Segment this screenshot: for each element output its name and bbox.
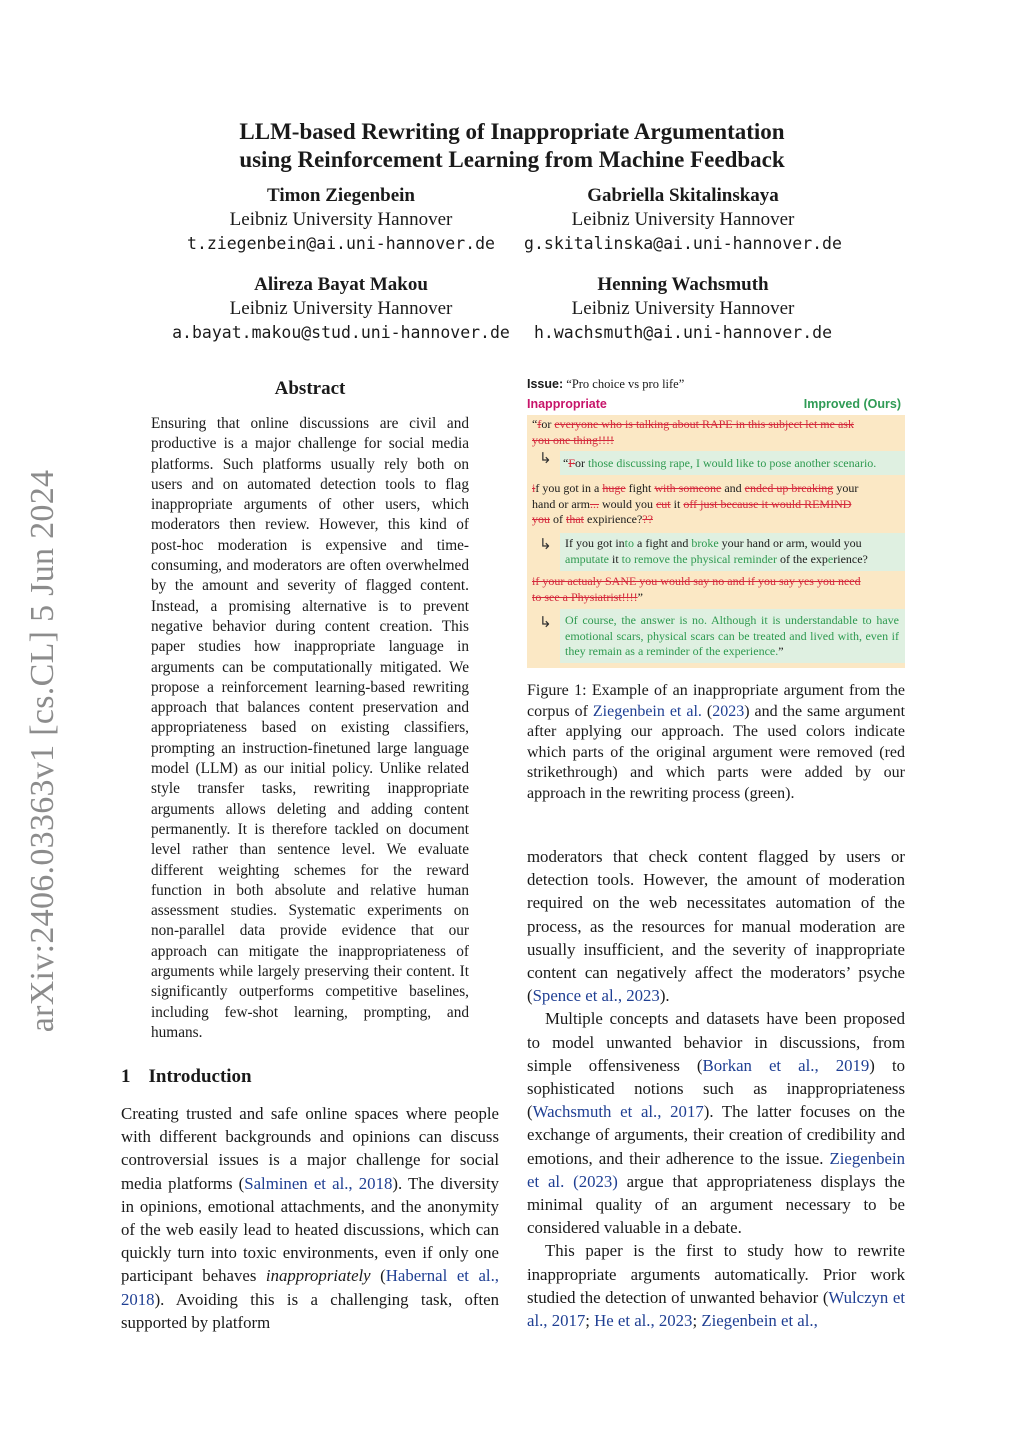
arxiv-identifier: arXiv:2406.03363v1 [cs.CL] 5 Jun 2024 <box>24 469 61 1033</box>
author-email[interactable]: t.ziegenbein@ai.uni-hannover.de <box>187 234 495 253</box>
improved-segment-1: “For those discussing rape, I would like to pose another scenario. <box>563 456 877 470</box>
author-email[interactable]: a.bayat.makou@stud.uni-hannover.de <box>172 323 510 342</box>
figure-1 <box>527 377 905 668</box>
citation-link[interactable]: Ziegenbein et al., <box>701 1311 818 1331</box>
author-email[interactable]: g.skitalinska@ai.uni-hannover.de <box>524 234 842 253</box>
citation-link[interactable]: 2023 <box>712 702 745 720</box>
rewrite-arrow-icon: ↳ <box>539 613 552 631</box>
paper-title-line-2: using Reinforcement Learning from Machine Feedback <box>239 147 785 172</box>
section-number: 1 <box>121 1066 131 1087</box>
improved-segment-2: If you got into a fight and broke your hand or arm, would you amputate it to remove the physical reminder of the experience? <box>565 536 868 566</box>
citation-link[interactable]: Spence et al., 2023 <box>532 986 660 1006</box>
author-name: Timon Ziegenbein <box>267 185 415 206</box>
author-affiliation: Leibniz University Hannover <box>571 298 795 319</box>
issue-text: “Pro choice vs pro life” <box>566 377 685 391</box>
author-email[interactable]: h.wachsmuth@ai.uni-hannover.de <box>533 323 832 342</box>
issue-label: Issue: <box>527 377 564 391</box>
inappropriate-label: Inappropriate <box>527 397 607 411</box>
author-affiliation: Leibniz University Hannover <box>229 298 453 319</box>
author-block <box>171 184 511 256</box>
original-segment-3: if your actualy SANE you would say no and if you say yes you need to see a Physiatrist!!!!” <box>532 574 861 604</box>
citation-link[interactable]: Salminen et al., 2018 <box>244 1173 393 1193</box>
section-title: Introduction <box>148 1066 252 1087</box>
author-block <box>171 273 511 345</box>
improved-segment-3: Of course, the answer is no. Although it is understandable to have emotional scars, physical scars can be treated and lived with, even if they remain as a reminder of the experience.” <box>565 613 899 658</box>
author-block <box>513 184 853 256</box>
citation-link[interactable]: Ziegenbein et al. <box>592 702 702 720</box>
paper-title-line-1: LLM-based Rewriting of Inappropriate Argumentation <box>239 119 785 144</box>
author-name: Gabriella Skitalinskaya <box>587 185 779 206</box>
intro-paragraph: Creating trusted and safe online spaces where people with different backgrounds and opinions can discuss controversial issues is a major challenge for social media platforms (Salminen et al., 2018). The diversity in opinions, emotional attachments, and the anonymity of the web easily lead to heated discussions, which can quickly turn into toxic environments, even if only one participant behaves inappropriately (Habernal et al., 2018). Avoiding this is a challenging task, often supported by platform <box>121 1104 500 1332</box>
citation-link[interactable]: Ziegenbein et al. (2023) <box>527 1148 905 1191</box>
original-segment-1: “for everyone who is talking about RAPE in this subject let me ask you one thing!!!! <box>532 417 854 447</box>
improved-label: Improved (Ours) <box>803 397 901 411</box>
original-segment-2: if you got in a huge fight with someone and ended up breaking your hand or arm... would you cut it off just because it would REMIND you of that expirience??? <box>532 481 859 526</box>
citation-link[interactable]: Wulczyn et al., 2017 <box>527 1287 905 1331</box>
citation-link[interactable]: He et al., 2023 <box>594 1311 693 1331</box>
rewrite-arrow-icon: ↳ <box>539 535 552 553</box>
author-name: Alireza Bayat Makou <box>254 274 428 295</box>
author-block <box>513 273 853 345</box>
author-affiliation: Leibniz University Hannover <box>229 209 453 230</box>
abstract-text: Ensuring that online discussions are civil and productive is a major challenge for social media platforms. Such platforms usually rely both on users and on automated detection tools to flag inappropriate arguments of other users, which moderators then review. However, this kind of post-hoc moderation is expensive and time-consuming, and moderators are often overwhelmed by the amount and severity of flagged content. Instead, a promising alternative is to prevent negative behavior during content creation. This paper studies how inappropriate language in arguments can be computationally mitigated. We propose a reinforcement learning-based rewriting approach that balances content preservation and appropriateness based on existing classifiers, prompting an instruction-finetuned large language model (LLM) as our initial policy. Unlike related style transfer tasks, rewriting inappropriate arguments allows deleting and adding content permanently. It is therefore tackled on document level rather than sentence level. We evaluate different weighting schemes for the reward function in both absolute and relative human assessment studies. Systematic experiments on non-parallel data provide evidence that our approach can mitigate the inappropriateness of arguments while largely preserving their content. It significantly outperforms competitive baselines, including few-shot learning, prompting, and humans. <box>151 415 469 1041</box>
rewrite-arrow-icon: ↳ <box>539 449 552 467</box>
abstract-heading: Abstract <box>274 378 346 399</box>
right-column-text: moderators that check content flagged by users or detection tools. However, the amount of moderation required on the web necessitates automation of the process, as the resources for manual moderation are usually insufficient, and the severity of inappropriate content can negatively affect the moderators’ psyche (Spence et al., 2023). Multiple concepts and datasets have been proposed to model unwanted behavior in discussions, from simple offensiveness (Borkan et al., 2019) to sophisticated notions such as inappropriateness (Wachsmuth et al., 2017). The latter focuses on the exchange of arguments, their creation of credibility and emotions, and their adherence to the issue. Ziegenbein et al. (2023) argue that appropriateness displays the minimal quality of an argument necessary to be considered valuable in a debate. This paper is the first to study how to rewrite inappropriate arguments automatically. Prior work studied the detection of unwanted behavior (Wulczyn et al., 2017; He et al., 2023; Ziegenbein et al., <box>527 847 906 1331</box>
author-affiliation: Leibniz University Hannover <box>571 209 795 230</box>
figure-caption: Figure 1: Example of an inappropriate argument from the corpus of Ziegenbein et al. (2023) and the same argument after applying our approach. The used colors indicate which parts of the original argument were removed (red strikethrough) and which parts were added by our approach in the rewriting process (green). <box>527 682 906 802</box>
section-heading-introduction <box>121 1066 252 1088</box>
citation-link[interactable]: Habernal et al., 2018 <box>121 1266 499 1309</box>
citation-link[interactable]: Wachsmuth et al., 2017 <box>532 1102 704 1122</box>
citation-link[interactable]: Borkan et al., 2019 <box>702 1055 870 1075</box>
figure-issue <box>527 377 684 392</box>
author-name: Henning Wachsmuth <box>597 274 769 295</box>
